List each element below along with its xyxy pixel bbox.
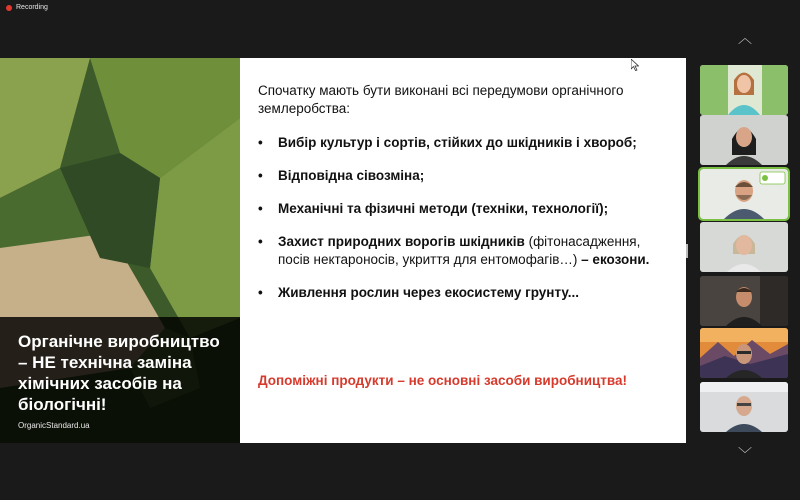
slide-caption-title: Органічне виробництво – НЕ технічна заміна хімічних засобів на біологічні! bbox=[18, 332, 220, 414]
slide-brand: OrganicStandard.ua bbox=[18, 421, 90, 430]
scroll-up-arrow-icon[interactable]: ︿ bbox=[738, 30, 752, 46]
recording-dot-icon bbox=[6, 5, 12, 11]
participant-video bbox=[700, 328, 788, 378]
participant-video bbox=[700, 222, 788, 272]
bullet-text bbox=[278, 233, 673, 269]
list-item bbox=[258, 233, 673, 269]
list-item bbox=[258, 284, 673, 302]
video-tile-2[interactable] bbox=[700, 115, 788, 165]
splitter-handle[interactable] bbox=[686, 244, 688, 258]
bullet-text: Вибір культур і сортів, стійких до шкідників і хвороб; bbox=[278, 135, 637, 150]
video-tile-7[interactable] bbox=[700, 382, 788, 432]
participant-video bbox=[700, 382, 788, 432]
bullet-icon: • bbox=[258, 135, 263, 150]
recording-label: Recording bbox=[16, 4, 48, 11]
participant-video bbox=[700, 276, 788, 326]
recording-indicator bbox=[6, 4, 48, 11]
bullet-text-bold: Захист природних ворогів шкідників bbox=[278, 234, 525, 249]
slide-note: Допоміжні продукти – не основні засоби виробництва! bbox=[258, 373, 628, 388]
video-tile-5[interactable] bbox=[700, 276, 788, 326]
participant-video bbox=[700, 65, 788, 115]
bullet-icon: • bbox=[258, 234, 263, 249]
list-item bbox=[258, 167, 673, 185]
video-tile-3[interactable] bbox=[700, 169, 788, 219]
participant-video bbox=[700, 169, 788, 219]
bullet-text-bold-end: – екозони. bbox=[581, 252, 650, 267]
list-item bbox=[258, 200, 673, 218]
slide-caption-box bbox=[0, 317, 240, 443]
slide-content bbox=[258, 82, 673, 317]
scroll-down-arrow-icon[interactable]: ﹀ bbox=[738, 446, 752, 462]
video-tile-1[interactable] bbox=[700, 65, 788, 115]
bullet-text: Живлення рослин через екосистему грунту... bbox=[278, 285, 579, 300]
video-tile-6[interactable] bbox=[700, 328, 788, 378]
participant-video bbox=[700, 115, 788, 165]
mouse-cursor-icon bbox=[631, 59, 639, 71]
bullet-icon: • bbox=[258, 201, 263, 216]
bullet-text-plain: (фітонасадження, посів нектароносів, укриття для ентомофагів…) bbox=[278, 234, 641, 267]
list-item bbox=[258, 134, 673, 152]
slide-intro: Спочатку мають бути виконані всі передумови органічного землеробства: bbox=[258, 83, 624, 116]
bullet-text: Відповідна сівозміна; bbox=[278, 168, 425, 183]
bullet-text: Механічні та фізичні методи (техніки, технології); bbox=[278, 201, 609, 216]
bullet-icon: • bbox=[258, 285, 263, 300]
shared-slide bbox=[0, 58, 686, 443]
bullet-icon: • bbox=[258, 168, 263, 183]
video-tile-4[interactable] bbox=[700, 222, 788, 272]
